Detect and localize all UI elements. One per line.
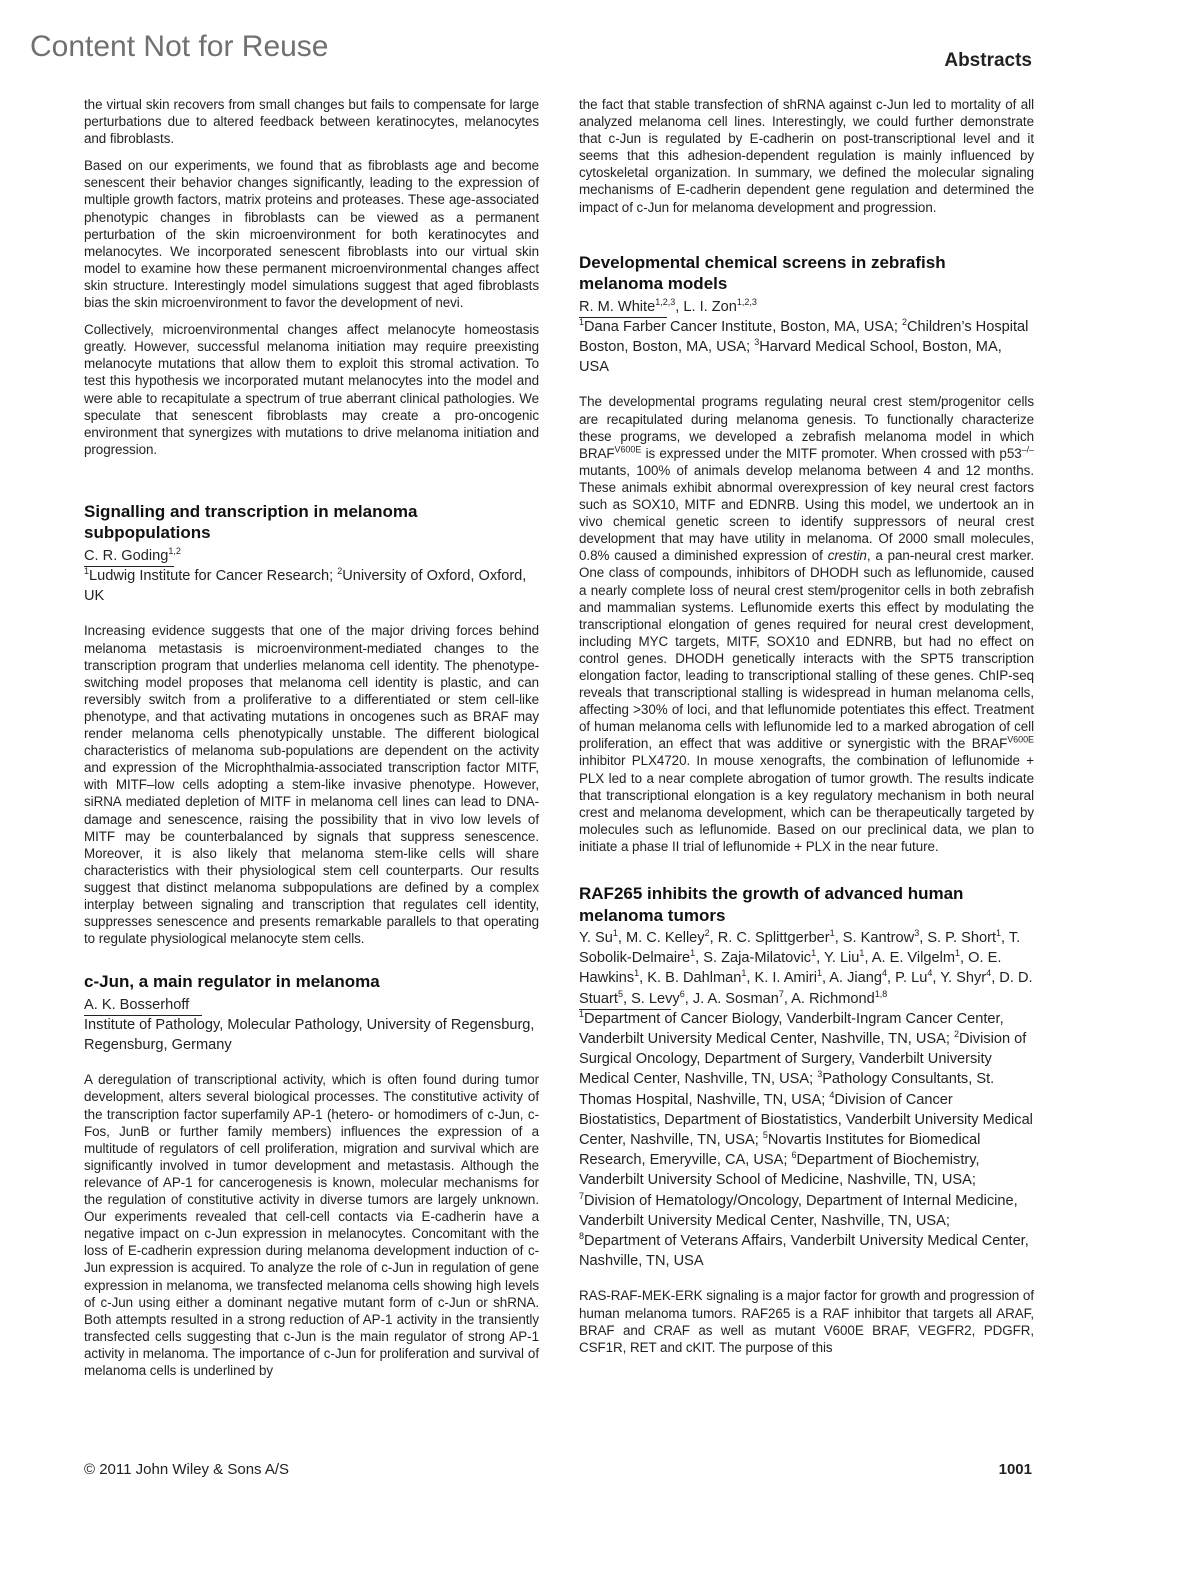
author-sup: 6 [679, 988, 685, 999]
affil-text: Department of Biochemistry, Vanderbilt University School of Medicine, Nashville, TN, USA; [579, 1152, 980, 1189]
author-separator: , [783, 990, 792, 1007]
author-sup: 1,2 [168, 546, 181, 557]
presenting-author: C. R. Goding [84, 547, 169, 564]
author-sup: 4 [882, 968, 888, 979]
left-column [84, 96, 539, 1389]
affil-sup: 2 [901, 317, 907, 327]
author-name: T. Sobolik-Delmaire [579, 930, 1021, 967]
presenter-underline [84, 566, 174, 567]
author-name: S. Kantrow [842, 930, 915, 946]
abstract-cjun [84, 971, 539, 1379]
author-name: K. B. Dahlman [647, 970, 742, 987]
author-sup: 5 [617, 988, 623, 999]
author-separator: , [617, 930, 626, 946]
author-name: P. Lu [895, 970, 928, 987]
author-list [84, 995, 539, 1015]
affil-text: University of Oxford, Oxford, UK [84, 568, 527, 605]
affil-text: Pathology Consultants, St. Thomas Hospital, Nashville, TN, USA; [579, 1071, 995, 1108]
author-name: S. Levy [631, 990, 680, 1007]
author-separator: , [834, 930, 843, 946]
affil-sup: 1 [84, 566, 90, 577]
author-list [579, 928, 1034, 1009]
affiliation-text [84, 566, 539, 606]
author-separator: , [960, 950, 969, 967]
author-separator: , [746, 970, 755, 987]
author-sup: 1 [955, 948, 961, 959]
author-sup: 2 [704, 928, 710, 939]
braf-sup: V600E [1007, 734, 1034, 745]
author-name: S. P. Short [927, 930, 996, 946]
presenter-underline [84, 1015, 202, 1016]
author-name: Y. Liu [823, 950, 860, 967]
section-header: Abstracts [944, 50, 1032, 71]
author-separator: , [695, 950, 704, 967]
author-name: A. E. Vilgelm [871, 950, 956, 967]
author-sup: 1 [634, 968, 640, 979]
affil-sup: 8 [579, 1231, 585, 1242]
affil-text: Division of Cancer Biostatistics, Department of Biostatistics, Vanderbilt University Medical Center, Nashville, TN, USA; [579, 1091, 1033, 1149]
abstract-body [579, 393, 1034, 855]
author-separator: , [622, 990, 632, 1007]
affil-text: Department of Cancer Biology, Vanderbilt-Ingram Cancer Center, Vanderbilt University Medical Center, Nashville, TN, USA; [579, 1010, 1004, 1048]
body-text: is expressed under the MITF promoter. When crossed with p53 [641, 445, 1022, 461]
author-sup: 1 [816, 968, 822, 979]
braf-sup: V600E [614, 444, 642, 455]
author-separator: , [709, 930, 718, 946]
author-name: K. I. Amiri [754, 970, 817, 987]
author-name: D. D. Stuart [579, 970, 1033, 1007]
page-number: 1001 [998, 1461, 1032, 1478]
author-sup: 1 [612, 928, 618, 939]
affil-sup: 5 [762, 1130, 768, 1141]
abstract-title: Signalling and transcription in melanoma subpopulations [84, 501, 418, 543]
author-separator: , [991, 970, 1000, 987]
presenter-underline [579, 1009, 671, 1010]
author-list [579, 297, 1034, 317]
right-column [579, 96, 1034, 1366]
abstract-title: Developmental chemical screens in zebrafish melanoma models [579, 252, 946, 294]
author-separator: , [684, 990, 693, 1007]
p53-sup: –/– [1021, 444, 1034, 455]
author-name: Y. Su [579, 930, 613, 946]
presenting-author: R. M. White [579, 298, 656, 315]
presenter-underline [579, 317, 667, 318]
author-sup: 1 [996, 928, 1002, 939]
author-separator: , [821, 970, 830, 987]
abstract-body: RAS-RAF-MEK-ERK signaling is a major factor for growth and progression of human melanoma tumors. RAF265 is a RAF inhibitor that targets all ARAF, BRAF and CRAF as well as mutant V600E BRAF, VEGFR2, PDGFR, CSF1R, RET and cKIT. The purpose of this [579, 1288, 1034, 1355]
author-name: J. A. Sosman [692, 990, 779, 1007]
body-text: inhibitor PLX4720. In mouse xenografts, the combination of leflunomide + PLX led to a near complete abrogation of tumor growth. The results indicate that transcriptional elongation is a key regulatory mechanism in both neural crest and melanoma development, which can be therapeutically targeted by molecules such as leflunomide. Based on our preclinical data, we plan to initiate a phase II trial of leflunomide + PLX in the near future. [579, 753, 1034, 854]
author-name: O. E. Hawkins [579, 950, 1002, 987]
body-text: , a pan-neural crest marker. One class of compounds, inhibitors of DHODH such as leflunomide, caused a nearly complete loss of neural crest stem/progenitor cells in both zebrafish and mammalian systems. Leflunomide exerts this effect by modulating the transcriptional elongation of genes required for neural crest development, including MYC targets, MITF, SOX10 and EDNRB, but had no effect on control genes. DHODH genetically interacts with the SPT5 transcription elongation factor, leading to transcriptional stalling of these genes. ChIP-seq reveals that transcriptional stalling is widespread in human melanoma cells, affecting >30% of loci, and that leflunomide potentiates this effect. Treatment of human melanoma cells with leflunomide led to a marked abrogation of cell proliferation, an effect that was additive or synergistic with the BRAF [579, 548, 1034, 752]
affil-text: Novartis Institutes for Biomedical Research, Emeryville, CA, USA; [579, 1132, 981, 1169]
footer-copyright: © 2011 John Wiley & Sons A/S [84, 1461, 290, 1478]
author-sup: 1,8 [874, 988, 888, 999]
coauthor: , L. I. Zon [675, 298, 737, 315]
presenting-author: A. Richmond [791, 990, 875, 1007]
affil-sup: 1 [579, 1008, 585, 1019]
affil-sup: 6 [791, 1150, 797, 1161]
author-sup: 4 [986, 968, 992, 979]
author-sup: 1,2,3 [736, 296, 757, 307]
affil-sup: 2 [337, 566, 343, 577]
author-separator: , [919, 930, 928, 946]
continuation-paragraph: the fact that stable transfection of shRNA against c-Jun led to mortality of all analyzed melanoma cell lines. Interestingly, we could further demonstrate that c-Jun is regulated by E-cadherin on post-transcriptional level and it seems that this adhesion-dependent regulation is mainly influenced by cytoskeletal organization. In summary, we defined the molecular signaling mechanisms of E-cadherin dependent gene regulation and determined the impact of c-Jun for melanoma development and progression. [579, 97, 1034, 215]
affiliation-text [84, 1015, 539, 1055]
author-sup: 1,2,3 [655, 296, 676, 307]
author-separator: , [864, 950, 872, 967]
author-separator: , [932, 970, 941, 987]
author-list [84, 546, 539, 566]
continuation-paragraph: Based on our experiments, we found that as fibroblasts age and become senescent their behavior changes significantly, leading to the expression of multiple growth factors, matrix proteins and proteases. These age-associated phenotypic changes in fibroblasts can be viewed as a permanent perturbation of the skin microenvironment for both keratinocytes and melanocytes. We incorporated senescent fibroblasts into our virtual skin model to examine how these permanent microenvironmental changes affect skin structure. Interestingly model simulations suggest that aged fibroblasts bias the skin microenvironment to favor the development of nevi. [84, 158, 539, 311]
affil-text: Department of Veterans Affairs, Vanderbilt University Medical Center, Nashville, TN, USA [579, 1233, 1029, 1270]
affil-text: Institute of Pathology, Molecular Pathology, University of Regensburg, Regensburg, Germany [84, 1016, 535, 1054]
affil-sup: 3 [754, 337, 760, 348]
body-text: The developmental programs regulating neural crest stem/progenitor cells are recapitulated during melanoma genesis. To functionally characterize these programs, we developed a zebrafish melanoma model in which BRAF [579, 394, 1034, 461]
affil-text: Division of Surgical Oncology, Department of Surgery, Vanderbilt University Medical Center, Nashville, TN, USA; [579, 1031, 1027, 1088]
affiliation-text [579, 1009, 1034, 1272]
author-name: R. C. Splittgerber [717, 930, 830, 946]
abstract-signalling [84, 501, 539, 947]
gene-name-italic: crestin [827, 548, 867, 564]
affil-text: Ludwig Institute for Cancer Research; [89, 568, 338, 585]
author-name: Y. Shyr [940, 970, 987, 987]
abstract-raf265 [579, 883, 1034, 1356]
abstract-title: c-Jun, a main regulator in melanoma [84, 972, 380, 992]
presenting-author: A. K. Bosserhoff [84, 996, 190, 1013]
author-separator: , [816, 950, 824, 967]
abstract-zebrafish [579, 252, 1034, 855]
affil-sup: 7 [579, 1190, 585, 1201]
affil-sup: 4 [829, 1089, 835, 1100]
author-sup: 1 [811, 948, 817, 959]
body-text: mutants, 100% of animals develop melanoma between 4 and 12 months. These animals exhibit abnormal overexpression of key neural crest factors such as SOX10, MITF and EDNRB. Using this model, we undertook an in vivo chemical genetic screen to identify suppressors of neural crest development that may have utility in melanoma. Of 2000 small molecules, 0.8% caused a diminished expression of [579, 462, 1034, 564]
author-separator: , [1001, 930, 1009, 946]
continuation-paragraph: Collectively, microenvironmental changes affect melanocyte homeostasis greatly. However, successful melanoma initiation may require preexisting melanocyte mutations that allow them to exploit this stromal activation. To test this hypothesis we incorporated mutant melanocytes into the model and were able to recapitulate a spectrum of true aberrant clinical pathologies. We speculate that senescent fibroblasts may create a pro-oncogenic environment that synergizes with mutations to drive melanoma initiation and progression. [84, 322, 539, 457]
abstract-body: A deregulation of transcriptional activity, which is often found during tumor development, alters several biological processes. The constitutive activity of the transcription factor superfamily AP-1 (hetero- or homodimers of c-Jun, c-Fos, JunB or further family members) influences the expression of a multitude of regulators of cell proliferation, migration and survival which are significantly involved in tumor development and metastasis. Although the relevance of AP-1 for cancerogenesis is known, molecular mechanisms for the regulation of constitutive activity in diverse tumors are largely unknown. Our experiments revealed that cell-cell contacts via E-cadherin have a negative impact on c-Jun expression in melanocytes. Concomitant with the loss of E-cadherin expression during melanoma development induction of c-Jun expression is acquired. To analyze the role of c-Jun in regulation of gene expression in melanoma, we transfected melanoma cells showing high levels of c-Jun using either a dominant negative mutant form of c-Jun or shRNA. Both attempts resulted in a strong reduction of AP-1 activity in the transiently transfected cells suggesting that c-Jun is the main regulator of strong AP-1 activity in melanoma. The importance of c-Jun for proliferation and survival of melanoma cells is underlined by [84, 1072, 539, 1378]
author-separator: , [639, 970, 648, 987]
affil-sup: 1 [579, 317, 585, 327]
affil-sup: 3 [817, 1069, 823, 1080]
affil-text: Children’s Hospital Boston, Boston, MA, USA; [579, 318, 1029, 356]
author-sup: 7 [778, 988, 784, 999]
affil-text: Harvard Medical School, Boston, MA, USA [579, 339, 1002, 376]
author-name: S. Zaja-Milatovic [703, 950, 812, 967]
author-separator: , [887, 970, 896, 987]
author-name: A. Jiang [829, 970, 882, 987]
affiliation-text [579, 317, 1034, 378]
author-sup: 1 [741, 968, 747, 979]
continuation-paragraph: the virtual skin recovers from small changes but fails to compensate for large perturbations due to altered feedback between keratinocytes, melanocytes and fibroblasts. [84, 97, 539, 147]
author-sup: 1 [690, 948, 696, 959]
author-sup: 4 [927, 968, 933, 979]
abstract-body: Increasing evidence suggests that one of the major driving forces behind melanoma metastasis is microenvironment-mediated changes to the transcription program that underlies melanoma cell identity. The phenotype-switching model proposes that melanoma cell identity is plastic, and can reversibly switch from a proliferative to a differentiated or stem cell-like phenotype, and that activating mutations in oncogenes such as BRAF may render melanoma cells phenotypically unstable. The different biological characteristics of melanoma sub-populations are dependent on the activity and expression of the Microphthalmia-associated transcription factor MITF, with MITF–low cells adopting a stem-like invasive phenotype. However, siRNA mediated depletion of MITF in melanoma cell lines can lead to DNA-damage and senescence, raising the possibility that in vivo low levels of MITF may be counterbalanced by signals that suppress senescence. Moreover, it is also likely that melanoma stem-like cells will share characteristics with their physiological stem cell counterparts. Our results suggest that distinct melanoma subpopulations are defined by a complex interplay between signaling and transcription that regulates cell identity, suppresses senescence and presents remarkable parallels to that operating to regulate physiological melanocyte stem cells. [84, 623, 539, 947]
author-sup: 1 [859, 948, 865, 959]
affil-text: Division of Hematology/Oncology, Department of Internal Medicine, Vanderbilt University Medical Center, Nashville, TN, USA; [579, 1192, 1018, 1229]
abstract-title: RAF265 inhibits the growth of advanced human melanoma tumors [579, 884, 964, 925]
affil-sup: 2 [953, 1029, 959, 1040]
author-name: M. C. Kelley [625, 930, 705, 946]
author-sup: 3 [914, 928, 920, 939]
affil-text: Dana Farber Cancer Institute, Boston, MA, USA; [584, 318, 902, 335]
watermark: Content Not for Reuse [30, 30, 329, 63]
author-sup: 1 [829, 928, 835, 939]
